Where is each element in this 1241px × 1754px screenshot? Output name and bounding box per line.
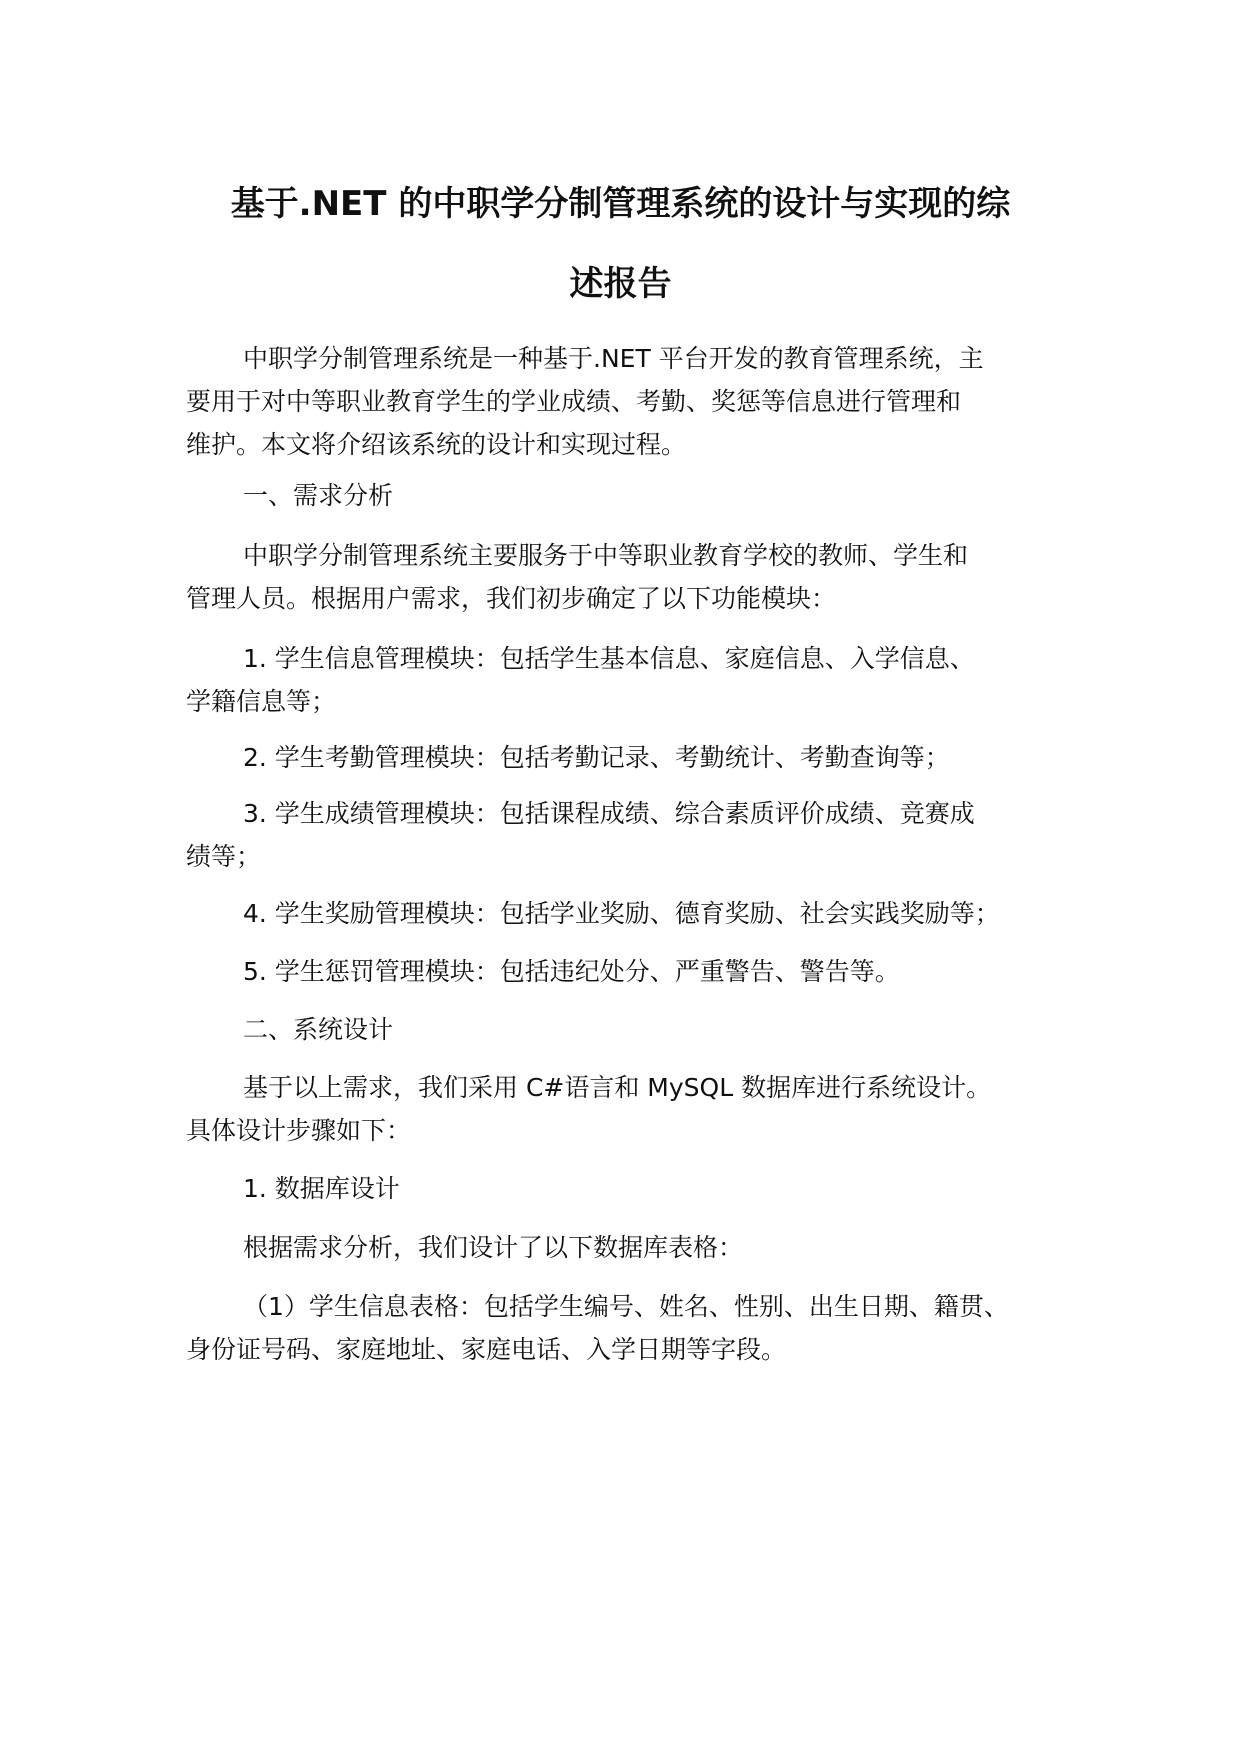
paragraph-line: 根据需求分析，我们设计了以下数据库表格： — [243, 1233, 744, 1262]
paragraph-line: 维护。本文将介绍该系统的设计和实现过程。 — [186, 430, 687, 459]
list-item-module-3 — [186, 792, 975, 878]
paragraph-line: 2. 学生考勤管理模块：包括考勤记录、考勤统计、考勤查询等； — [243, 743, 950, 772]
paragraph-database-tables — [186, 1226, 743, 1269]
paragraph-line: 具体设计步骤如下： — [186, 1116, 412, 1145]
list-item-module-1 — [186, 637, 975, 723]
section-heading-design — [186, 1008, 393, 1051]
paragraph-design — [186, 1066, 991, 1152]
paragraph-line: （1）学生信息表格：包括学生编号、姓名、性别、出生日期、籍贯、 — [243, 1292, 1009, 1321]
paragraph-line: 二、系统设计 — [243, 1015, 394, 1044]
paragraph-line: 要用于对中等职业教育学生的学业成绩、考勤、奖惩等信息进行管理和 — [186, 387, 962, 416]
paragraph-line: 绩等； — [186, 842, 262, 871]
paragraph-line: 身份证号码、家庭地址、家庭电话、入学日期等字段。 — [186, 1335, 787, 1364]
document-title-line-1: 基于.NET 的中职学分制管理系统的设计与实现的综 — [230, 184, 1011, 224]
paragraph-student-table — [186, 1285, 1009, 1371]
paragraph-line: 中职学分制管理系统主要服务于中等职业教育学校的教师、学生和 — [243, 541, 969, 570]
list-item-module-4 — [186, 892, 1000, 935]
paragraph-line: 4. 学生奖励管理模块：包括学业奖励、德育奖励、社会实践奖励等； — [243, 899, 1000, 928]
document-title-line-2: 述报告 — [569, 264, 672, 304]
paragraph-line: 一、需求分析 — [243, 481, 394, 510]
paragraph-line: 管理人员。根据用户需求，我们初步确定了以下功能模块： — [186, 584, 837, 613]
paragraph-line: 5. 学生惩罚管理模块：包括违纪处分、严重警告、警告等。 — [243, 957, 900, 986]
paragraph-line: 1. 数据库设计 — [243, 1174, 400, 1203]
paragraph-line: 学籍信息等； — [186, 687, 337, 716]
paragraph-line: 3. 学生成绩管理模块：包括课程成绩、综合素质评价成绩、竞赛成 — [243, 799, 975, 828]
list-item-module-5 — [186, 950, 900, 993]
subheading-database-design — [186, 1167, 400, 1210]
paragraph-requirements — [186, 534, 968, 620]
list-item-module-2 — [186, 736, 950, 779]
paragraph-line: 中职学分制管理系统是一种基于.NET 平台开发的教育管理系统，主 — [243, 344, 984, 373]
paragraph-line: 基于以上需求，我们采用 C#语言和 MySQL 数据库进行系统设计。 — [243, 1073, 992, 1102]
section-heading-requirements — [186, 474, 393, 517]
paragraph-line: 1. 学生信息管理模块：包括学生基本信息、家庭信息、入学信息、 — [243, 644, 975, 673]
paragraph-intro — [186, 337, 984, 466]
